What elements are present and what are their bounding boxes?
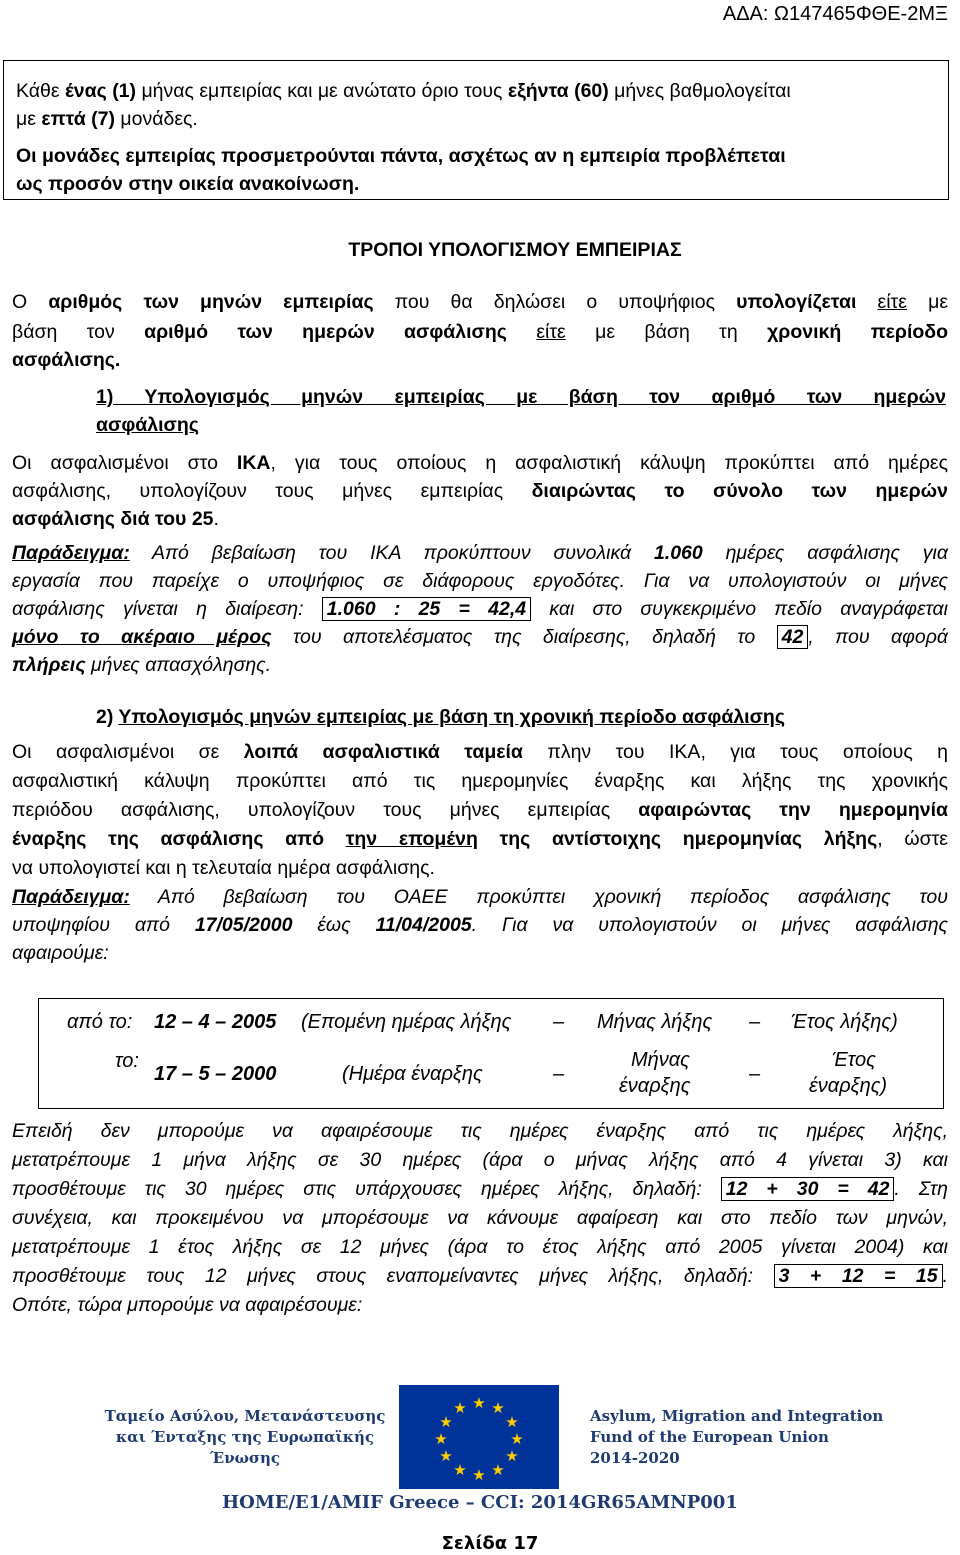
paragraph-line: να υπολογιστεί και η τελευταία ημέρα ασφάλισης. <box>12 857 435 879</box>
ada-code: ΑΔΑ: Ω147465ΦΘΕ-2ΜΞ <box>722 3 948 25</box>
svg-text:★: ★ <box>453 1399 467 1417</box>
example-line: ασφάλισης γίνεται η διαίρεση: 1.060 : 25 = 42,4 και στο συγκεκριμένο πεδίο αναγράφεται <box>12 598 948 620</box>
section-1-heading-line: 1) Υπολογισμός μηνών εμπειρίας με βάση τον αριθμό των ημερών <box>96 386 946 408</box>
paragraph-line: ασφάλισης διά του 25. <box>12 508 219 530</box>
dash: – <box>749 1063 761 1085</box>
months-sum-box: 3 + 12 = 15 <box>774 1264 943 1288</box>
svg-text:★: ★ <box>505 1413 519 1431</box>
explanation-line: Οπότε, τώρα μπορούμε να αφαιρέσουμε: <box>12 1294 363 1316</box>
page-title: ΤΡΟΠΟΙ ΥΠΟΛΟΓΙΣΜΟΥ ΕΜΠΕΙΡΙΑΣ <box>348 239 682 261</box>
svg-text:★: ★ <box>491 1461 505 1479</box>
end-year-label: Έτος λήξης) <box>791 1011 898 1033</box>
intro-line: ασφάλισης. <box>12 349 121 371</box>
intro-line: βάση τον αριθμό των ημερών ασφάλισης είτε με βάση τη χρονική περίοδο <box>12 321 949 343</box>
svg-text:★: ★ <box>472 1466 486 1484</box>
end-month-label: Μήνας λήξης <box>597 1011 713 1033</box>
start-date: 17 – 5 – 2000 <box>154 1063 277 1085</box>
section-1-heading-line: ασφάλισης <box>96 414 199 436</box>
paragraph-line: ασφάλισης, υπολογίζουν τους μήνες εμπειρίας διαιρώντας το σύνολο των ημερών <box>12 480 948 502</box>
box-line: Οι μονάδες εμπειρίας προσμετρούνται πάντα, ασχέτως αν η εμπειρία προβλέπεται <box>16 145 786 167</box>
project-code: HOME/E1/AMIF Greece – CCI: 2014GR65AMNP001 <box>222 1492 738 1513</box>
start-year-label: Έτος <box>832 1049 876 1071</box>
example-line: Παράδειγμα: Από βεβαίωση του ΟΑΕΕ προκύπτει χρονική περίοδος ασφάλισης του <box>12 886 948 908</box>
example-line: αφαιρούμε: <box>12 942 109 964</box>
dash: – <box>553 1063 565 1085</box>
explanation-line: μετατρέπουμε 1 έτος λήξης σε 12 μήνες (άρα το έτος λήξης από 2005 γίνεται 2004) και <box>12 1236 948 1258</box>
explanation-line: Επειδή δεν μπορούμε να αφαιρέσουμε τις ημέρες έναρξης από τις ημέρες λήξης, <box>12 1120 948 1142</box>
box-line: ως προσόν στην οικεία ανακοίνωση. <box>16 173 360 195</box>
explanation-line: συνέχεια, και προκειμένου να μπορέσουμε να κάνουμε αφαίρεση και στο πεδίο των μηνών, <box>12 1207 948 1229</box>
scoring-rules-box <box>3 60 949 200</box>
fund-name-line: Fund of the European Union <box>590 1428 829 1446</box>
svg-text:★: ★ <box>434 1430 448 1448</box>
date-subtraction-box <box>38 998 944 1109</box>
fund-name-line: και Ένταξης της Ευρωπαϊκής <box>115 1428 375 1446</box>
svg-text:★: ★ <box>472 1394 486 1412</box>
fund-name-greek <box>100 1406 390 1469</box>
fund-name-english <box>590 1406 883 1469</box>
end-date: 12 – 4 – 2005 <box>154 1011 277 1033</box>
svg-text:★: ★ <box>439 1447 453 1465</box>
fund-name-line: Ένωσης <box>210 1449 280 1467</box>
explanation-line: μετατρέπουμε 1 μήνα λήξης σε 30 ημέρες (άρα ο μήνας λήξης από 4 γίνεται 3) και <box>12 1149 948 1171</box>
box-line: με επτά (7) μονάδες. <box>16 108 198 130</box>
box-line: Κάθε ένας (1) μήνας εμπειρίας και με ανώτατο όριο τους εξήντα (60) μήνες βαθμολογείται <box>16 80 791 102</box>
division-result-box: 1.060 : 25 = 42,4 <box>322 597 531 621</box>
paragraph-line: έναρξης της ασφάλισης από την επομένη της αντίστοιχης ημερομηνίας λήξης, ώστε <box>12 828 948 850</box>
paragraph-line: περιόδου ασφάλισης, υπολογίζουν τους μήνες εμπειρίας αφαιρώντας την ημερομηνία <box>12 799 948 821</box>
dash: – <box>553 1011 565 1033</box>
fund-name-line: Ταμείο Ασύλου, Μετανάστευσης <box>104 1407 386 1425</box>
svg-text:★: ★ <box>453 1461 467 1479</box>
svg-text:★: ★ <box>505 1447 519 1465</box>
example-line: πλήρεις μήνες απασχόλησης. <box>12 654 272 676</box>
section-2-heading: 2) Υπολογισμός μηνών εμπειρίας με βάση τη χρονική περίοδο ασφάλισης <box>96 706 785 728</box>
intro-line: Ο αριθμός των μηνών εμπειρίας που θα δηλώσει ο υποψήφιος υπολογίζεται είτε με <box>12 291 949 313</box>
example-line: υποψηφίου από 17/05/2000 έως 11/04/2005. Για να υπολογιστούν οι μήνες ασφάλισης <box>12 914 949 936</box>
end-date-desc: (Επομένη ημέρας λήξης <box>301 1011 512 1033</box>
svg-text:★: ★ <box>491 1399 505 1417</box>
dash: – <box>749 1011 761 1033</box>
example-line: εργασία που παρείχε ο υποψήφιος σε διάφορους εργοδότες. Για να υπολογιστούν οι μήνες <box>12 570 948 592</box>
section-1-heading <box>96 383 946 439</box>
start-month-label: έναρξης <box>619 1075 691 1097</box>
explanation-line: προσθέτουμε τους 12 μήνες στους εναπομείναντες μήνες λήξης, δηλαδή: 3 + 12 = 15 . <box>12 1265 948 1287</box>
explanation-line: προσθέτουμε τις 30 ημέρες στις υπάρχουσες ημέρες λήξης, δηλαδή: 12 + 30 = 42 . Στη <box>12 1178 948 1200</box>
paragraph-line: ασφαλιστική κάλυψη προκύπτει από τις ημερομηνίες έναρξης και λήξης της χρονικής <box>12 770 948 792</box>
start-year-label: έναρξης) <box>809 1075 888 1097</box>
paragraph-line: Οι ασφαλισμένοι στο ΙΚΑ, για τους οποίους η ασφαλιστική κάλυψη προκύπτει από ημέρες <box>12 452 948 474</box>
from-label: από το: <box>67 1011 133 1033</box>
days-sum-box: 12 + 30 = 42 <box>721 1177 895 1201</box>
paragraph-line: Οι ασφαλισμένοι σε λοιπά ασφαλιστικά ταμεία πλην του ΙΚΑ, για τους οποίους η <box>12 741 949 763</box>
start-month-label: Μήνας <box>631 1049 690 1071</box>
svg-text:★: ★ <box>439 1413 453 1431</box>
to-label: το: <box>115 1050 139 1072</box>
integer-part-box: 42 <box>777 625 809 649</box>
page-number: Σελίδα 17 <box>441 1533 539 1554</box>
svg-text:★: ★ <box>510 1430 524 1448</box>
start-date-desc: (Ημέρα έναρξης <box>342 1063 483 1085</box>
example-line: μόνο το ακέραιο μέρος του αποτελέσματος της διαίρεσης, δηλαδή το 42 , που αφορά <box>12 626 949 648</box>
fund-name-line: 2014-2020 <box>590 1449 680 1467</box>
example-line: Παράδειγμα: Από βεβαίωση του ΙΚΑ προκύπτουν συνολικά 1.060 ημέρες ασφάλισης για <box>12 542 948 564</box>
fund-name-line: Asylum, Migration and Integration <box>590 1407 884 1425</box>
eu-flag-icon <box>399 1385 559 1489</box>
